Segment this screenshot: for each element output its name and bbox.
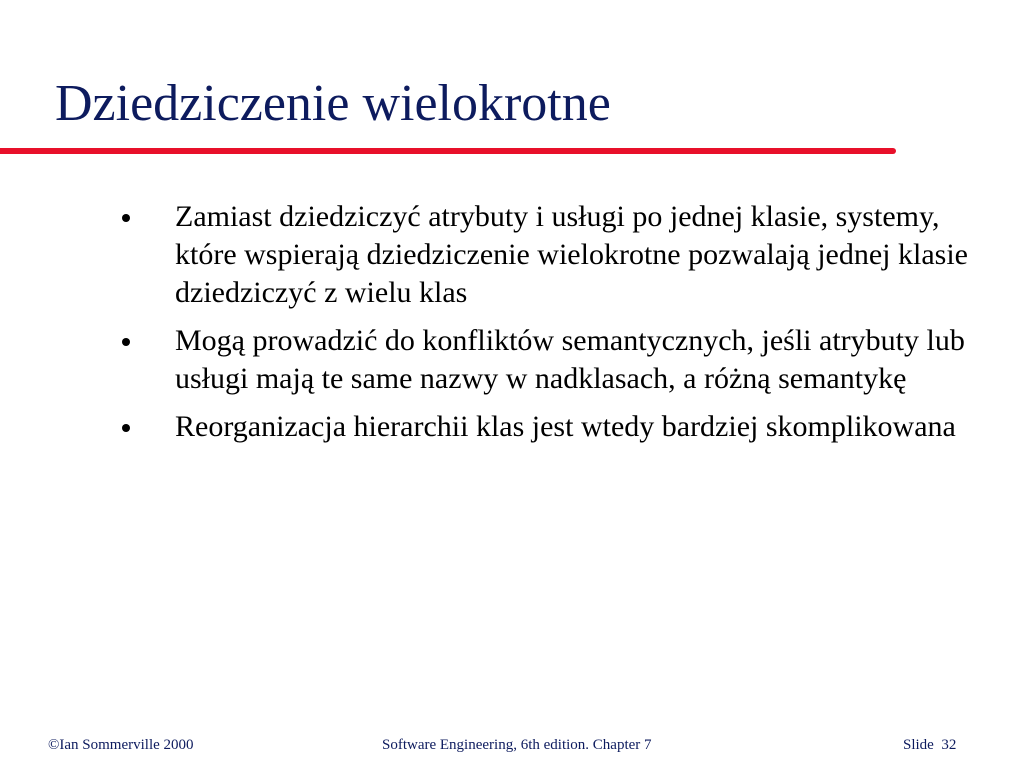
- bullet-item-3: [120, 408, 980, 446]
- bullet-list: [120, 198, 980, 456]
- footer-copyright: ©Ian Sommerville 2000: [48, 737, 194, 753]
- bullet-text-1: Zamiast dziedziczyć atrybuty i usługi po jednej klasie, systemy, które wspierają dziedziczenie wielokrotne pozwalają jednej klasie dziedziczyć z wielu klas: [175, 200, 968, 309]
- bullet-text-2: Mogą prowadzić do konfliktów semantycznych, jeśli atrybuty lub usługi mają te same nazwy w nadklasach, a różną semantykę: [175, 324, 965, 395]
- title-underline: [0, 148, 896, 154]
- slide-title: Dziedziczenie wielokrotne: [55, 75, 611, 132]
- footer-book-title: Software Engineering, 6th edition. Chapter 7: [382, 737, 652, 753]
- footer-slide-number: Slide 32: [903, 737, 957, 753]
- bullet-text-3: Reorganizacja hierarchii klas jest wtedy bardziej skomplikowana: [175, 410, 956, 443]
- bullet-dot-icon: [122, 214, 130, 222]
- bullet-item-2: [120, 322, 980, 398]
- bullet-dot-icon: [122, 424, 130, 432]
- bullet-item-1: [120, 198, 980, 312]
- bullet-dot-icon: [122, 338, 130, 346]
